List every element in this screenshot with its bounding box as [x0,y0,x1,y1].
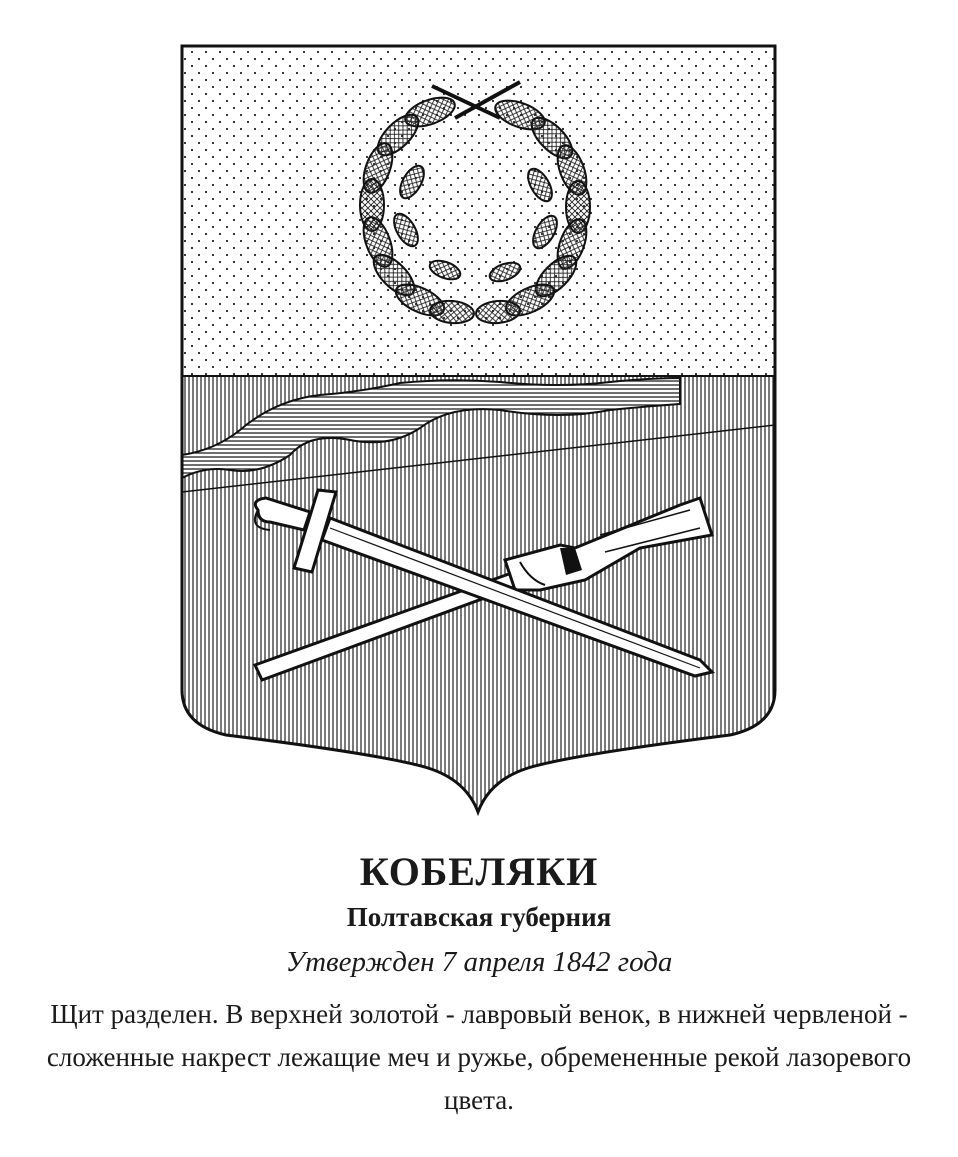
city-name-title: КОБЕЛЯКИ [359,849,599,894]
upper-field [182,46,775,376]
province-subtitle: Полтавская губерния [346,902,612,932]
blazon-description: Щит разделен. В верхней золотой - лавровый венок, в нижней червленой - сложенные накрест лежащие меч и ружье, обремененные рекой лазоревого цвета. [46,999,912,1115]
approval-date: Утвержден 7 апреля 1842 года [285,946,673,978]
